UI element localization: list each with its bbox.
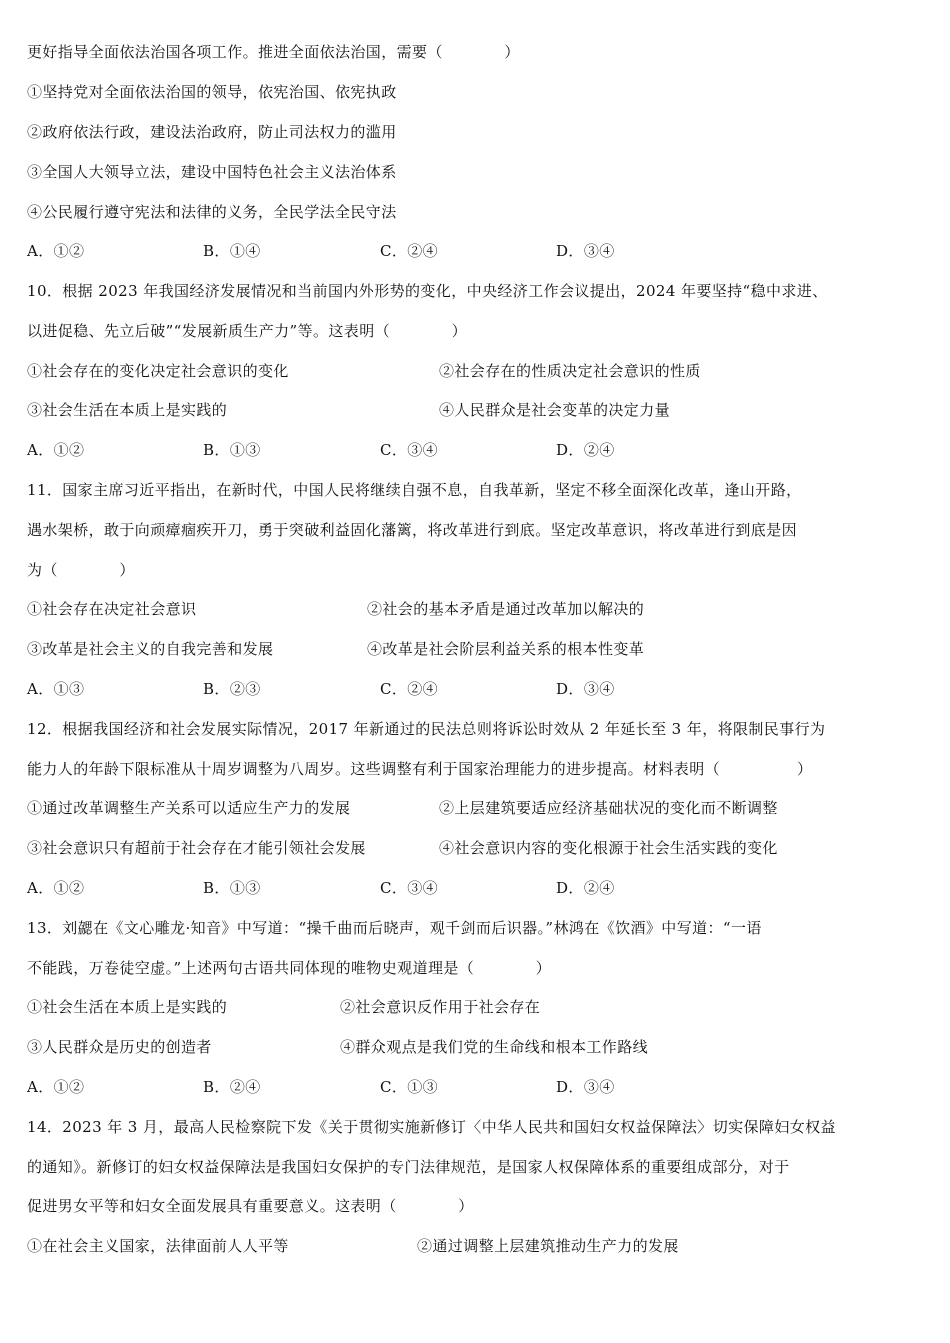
q10-statement-1: ①社会存在的变化决定社会意识的变化 xyxy=(27,362,289,380)
q11-stem-line-1: 11．国家主席习近平指出，在新时代，中国人民将继续自强不息，自我革新，坚定不移全面深化改革，逢山开路， xyxy=(27,481,802,499)
q14-stem-line-1: 14．2023 年 3 月，最高人民检察院下发《关于贯彻实施新修订〈中华人民共和国妇女权益保障法〉切实保障妇女权益 xyxy=(27,1118,836,1136)
q9-statement-4: ④公民履行遵守宪法和法律的义务，全民学法全民守法 xyxy=(27,203,397,221)
q11-statement-2: ②社会的基本矛盾是通过改革加以解决的 xyxy=(367,600,645,618)
q13-statement-1: ①社会生活在本质上是实践的 xyxy=(27,998,228,1016)
q11-stem-line-2: 遇水架桥，敢于向顽瘴痼疾开刀，勇于突破利益固化藩篱，将改革进行到底。坚定改革意识，将改革进行到底是因 xyxy=(27,521,798,539)
q11-choice-b[interactable]: B．②③ xyxy=(203,680,261,698)
q10-statement-3: ③社会生活在本质上是实践的 xyxy=(27,401,228,419)
q9-choice-a[interactable]: A．①② xyxy=(27,242,85,260)
q12-choice-b[interactable]: B．①③ xyxy=(203,879,261,897)
q11-choice-a[interactable]: A．①③ xyxy=(27,680,85,698)
q13-stem-line-1: 13．刘勰在《文心雕龙·知音》中写道：“操千曲而后晓声，观千剑而后识器。”林鸿在《饮酒》中写道：“一语 xyxy=(27,919,762,937)
q11-choice-d[interactable]: D．③④ xyxy=(556,680,615,698)
q11-statement-4: ④改革是社会阶层利益关系的根本性变革 xyxy=(367,640,645,658)
q9-statement-1: ①坚持党对全面依法治国的领导，依宪治国、依宪执政 xyxy=(27,83,397,101)
q10-statement-2: ②社会存在的性质决定社会意识的性质 xyxy=(439,362,701,380)
q14-statement-2: ②通过调整上层建筑推动生产力的发展 xyxy=(417,1237,679,1255)
q10-choice-c[interactable]: C．③④ xyxy=(380,441,439,459)
q12-choice-d[interactable]: D．②④ xyxy=(556,879,615,897)
q10-choice-d[interactable]: D．②④ xyxy=(556,441,615,459)
q12-stem-line-2: 能力人的年龄下限标准从十周岁调整为八周岁。这些调整有利于国家治理能力的进步提高。材料表明（ ） xyxy=(27,760,813,778)
q14-stem-line-2: 的通知》。新修订的妇女权益保障法是我国妇女保护的专门法律规范，是国家人权保障体系的重要组成部分，对于 xyxy=(27,1158,790,1176)
q13-statement-3: ③人民群众是历史的创造者 xyxy=(27,1038,212,1056)
q14-statement-1: ①在社会主义国家，法律面前人人平等 xyxy=(27,1237,289,1255)
q10-stem-line-2: 以进促稳、先立后破”“发展新质生产力”等。这表明（ ） xyxy=(27,322,468,340)
q12-stem-line-1: 12．根据我国经济和社会发展实际情况，2017 年新通过的民法总则将诉讼时效从 2 年延长至 3 年，将限制民事行为 xyxy=(27,720,826,738)
q13-choice-d[interactable]: D．③④ xyxy=(556,1078,615,1096)
q9-choice-b[interactable]: B．①④ xyxy=(203,242,261,260)
q14-stem-line-3: 促进男女平等和妇女全面发展具有重要意义。这表明（ ） xyxy=(27,1197,474,1215)
q12-statement-3: ③社会意识只有超前于社会存在才能引领社会发展 xyxy=(27,839,366,857)
q12-statement-2: ②上层建筑要适应经济基础状况的变化而不断调整 xyxy=(439,799,778,817)
q10-stem-line-1: 10．根据 2023 年我国经济发展情况和当前国内外形势的变化，中央经济工作会议提出，2024 年要坚持“稳中求进、 xyxy=(27,282,828,300)
q11-stem-line-3: 为（ ） xyxy=(27,561,135,579)
q12-statement-1: ①通过改革调整生产关系可以适应生产力的发展 xyxy=(27,799,351,817)
q13-statement-4: ④群众观点是我们党的生命线和根本工作路线 xyxy=(340,1038,649,1056)
q13-statement-2: ②社会意识反作用于社会存在 xyxy=(340,998,541,1016)
q9-statement-3: ③全国人大领导立法，建设中国特色社会主义法治体系 xyxy=(27,163,397,181)
q11-statement-1: ①社会存在决定社会意识 xyxy=(27,600,197,618)
q12-choice-c[interactable]: C．③④ xyxy=(380,879,439,897)
q12-choice-a[interactable]: A．①② xyxy=(27,879,85,897)
q13-stem-line-2: 不能践，万卷徒空虚。”上述两句古语共同体现的唯物史观道理是（ ） xyxy=(27,959,552,977)
q10-statement-4: ④人民群众是社会变革的决定力量 xyxy=(439,401,671,419)
q13-choice-a[interactable]: A．①② xyxy=(27,1078,85,1096)
q12-statement-4: ④社会意识内容的变化根源于社会生活实践的变化 xyxy=(439,839,778,857)
q10-choice-a[interactable]: A．①② xyxy=(27,441,85,459)
q11-choice-c[interactable]: C．②④ xyxy=(380,680,439,698)
q13-choice-c[interactable]: C．①③ xyxy=(380,1078,439,1096)
q10-choice-b[interactable]: B．①③ xyxy=(203,441,261,459)
q11-statement-3: ③改革是社会主义的自我完善和发展 xyxy=(27,640,274,658)
q9-choice-d[interactable]: D．③④ xyxy=(556,242,615,260)
q9-statement-2: ②政府依法行政，建设法治政府，防止司法权力的滥用 xyxy=(27,123,397,141)
q9-choice-c[interactable]: C．②④ xyxy=(380,242,439,260)
q13-choice-b[interactable]: B．②④ xyxy=(203,1078,261,1096)
q9-stem-tail: 更好指导全面依法治国各项工作。推进全面依法治国，需要（ ） xyxy=(27,43,520,61)
